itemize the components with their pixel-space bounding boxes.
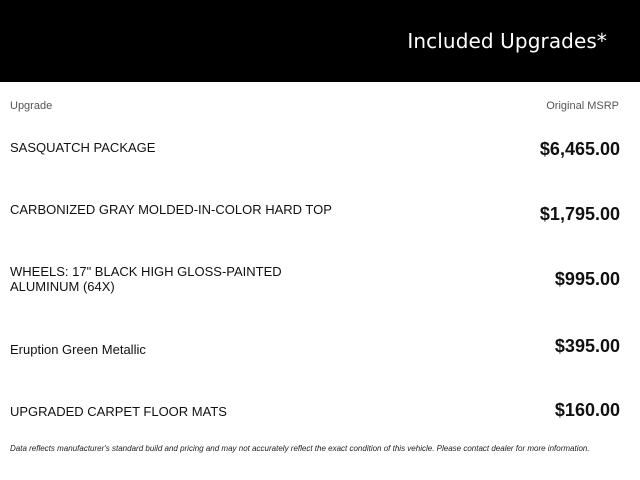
upgrade-name: WHEELS: 17" BLACK HIGH GLOSS-PAINTED ALUMINUM (64X) — [10, 264, 282, 294]
upgrade-name: SASQUATCH PACKAGE — [10, 140, 156, 155]
column-header-upgrade: Upgrade — [10, 100, 53, 112]
column-header-msrp: Original MSRP — [546, 100, 619, 112]
upgrade-price: $995.00 — [554, 269, 620, 289]
disclaimer-text: Data reflects manufacturer's standard build and pricing and may not accurately reflect the exact condition of this vehicle. Please contact dealer for more information. — [10, 444, 590, 453]
upgrade-name: CARBONIZED GRAY MOLDED-IN-COLOR HARD TOP — [10, 202, 332, 217]
upgrade-name: UPGRADED CARPET FLOOR MATS — [10, 404, 227, 419]
header-banner — [0, 0, 640, 82]
upgrade-name: Eruption Green Metallic — [10, 342, 146, 357]
upgrade-row — [10, 202, 620, 232]
upgrade-row — [10, 336, 620, 366]
page-title: Included Upgrades* — [407, 29, 607, 53]
upgrade-row — [10, 400, 620, 430]
upgrade-price: $395.00 — [554, 336, 620, 356]
upgrade-row — [10, 139, 620, 169]
upgrade-price: $6,465.00 — [539, 139, 620, 159]
upgrade-price: $1,795.00 — [539, 204, 620, 224]
upgrade-price: $160.00 — [554, 400, 620, 420]
upgrade-row — [10, 264, 620, 300]
